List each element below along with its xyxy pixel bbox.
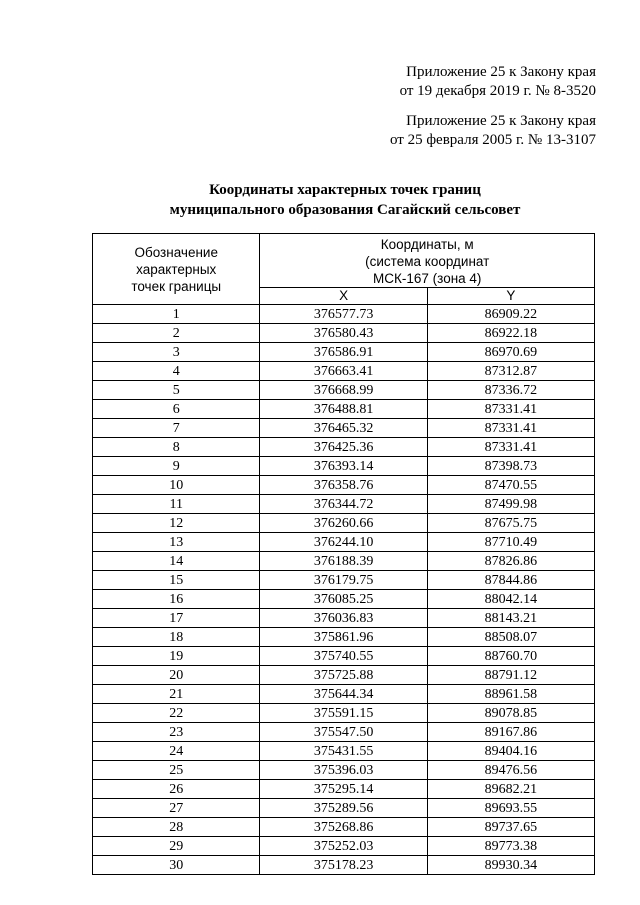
cell-x: 375644.34: [260, 685, 427, 704]
table-row: [93, 647, 595, 666]
table-row: [93, 818, 595, 837]
cell-x: 376085.25: [260, 590, 427, 609]
cell-y: 89404.16: [427, 742, 594, 761]
table-row: [93, 799, 595, 818]
cell-point-number: 29: [93, 837, 260, 856]
cell-x: 376393.14: [260, 457, 427, 476]
cell-y: 87312.87: [427, 362, 594, 381]
table-row: [93, 533, 595, 552]
table-row: [93, 837, 595, 856]
cell-x: 376344.72: [260, 495, 427, 514]
cell-point-number: 24: [93, 742, 260, 761]
cell-y: 89930.34: [427, 856, 594, 875]
cell-y: 86922.18: [427, 324, 594, 343]
cell-x: 376668.99: [260, 381, 427, 400]
table-row: [93, 685, 595, 704]
table-row: [93, 571, 595, 590]
table-row: [93, 742, 595, 761]
cell-y: 88508.07: [427, 628, 594, 647]
cell-point-number: 18: [93, 628, 260, 647]
document-title: [0, 180, 640, 220]
original-line-appendix: Приложение 25 к Закону края: [406, 113, 596, 129]
cell-y: 87826.86: [427, 552, 594, 571]
cell-x: 376465.32: [260, 419, 427, 438]
cell-point-number: 13: [93, 533, 260, 552]
table-row: [93, 400, 595, 419]
cell-y: 87398.73: [427, 457, 594, 476]
cell-y: 86909.22: [427, 305, 594, 324]
cell-point-number: 6: [93, 400, 260, 419]
cell-x: 376188.39: [260, 552, 427, 571]
amendment-line-date: от 19 декабря 2019 г. № 8-3520: [399, 83, 596, 99]
cell-y: 86970.69: [427, 343, 594, 362]
cell-x: 375547.50: [260, 723, 427, 742]
table-row: [93, 324, 595, 343]
header-coords-line-2: (система координат: [365, 254, 490, 269]
amendment-reference: [400, 63, 596, 101]
table-body: [93, 305, 595, 875]
table-row: [93, 761, 595, 780]
original-line-date: от 25 февраля 2005 г. № 13-3107: [389, 132, 596, 148]
cell-point-number: 3: [93, 343, 260, 362]
cell-point-number: 16: [93, 590, 260, 609]
table-row: [93, 609, 595, 628]
coordinates-table: [92, 233, 595, 875]
cell-x: 376425.36: [260, 438, 427, 457]
cell-point-number: 15: [93, 571, 260, 590]
cell-point-number: 8: [93, 438, 260, 457]
cell-y: 89682.21: [427, 780, 594, 799]
cell-x: 375591.15: [260, 704, 427, 723]
cell-y: 87499.98: [427, 495, 594, 514]
cell-point-number: 30: [93, 856, 260, 875]
cell-x: 376488.81: [260, 400, 427, 419]
cell-y: 87331.41: [427, 438, 594, 457]
cell-y: 88791.12: [427, 666, 594, 685]
cell-point-number: 10: [93, 476, 260, 495]
cell-x: 376580.43: [260, 324, 427, 343]
cell-x: 375861.96: [260, 628, 427, 647]
cell-x: 375725.88: [260, 666, 427, 685]
table-row: [93, 856, 595, 875]
header-point-line-1: Обозначение: [134, 244, 218, 260]
cell-point-number: 12: [93, 514, 260, 533]
amendment-line-appendix: Приложение 25 к Закону края: [406, 64, 596, 80]
header-point-line-2: характерных: [136, 261, 217, 277]
header-coords-line-3: МСК-167 (зона 4): [373, 271, 482, 286]
cell-y: 88961.58: [427, 685, 594, 704]
header-coordinates: [260, 234, 595, 288]
cell-y: 89167.86: [427, 723, 594, 742]
table-row: [93, 590, 595, 609]
cell-point-number: 14: [93, 552, 260, 571]
cell-point-number: 26: [93, 780, 260, 799]
table-row: [93, 552, 595, 571]
title-line-2: муниципального образования Сагайский сельсовет: [169, 202, 521, 218]
cell-x: 376358.76: [260, 476, 427, 495]
table-row: [93, 438, 595, 457]
cell-y: 88143.21: [427, 609, 594, 628]
table-row: [93, 780, 595, 799]
cell-point-number: 22: [93, 704, 260, 723]
table-row: [93, 362, 595, 381]
cell-x: 376586.91: [260, 343, 427, 362]
cell-x: 376036.83: [260, 609, 427, 628]
cell-x: 375740.55: [260, 647, 427, 666]
table-row: [93, 495, 595, 514]
table-header: [93, 234, 595, 305]
cell-x: 375289.56: [260, 799, 427, 818]
cell-point-number: 17: [93, 609, 260, 628]
cell-x: 375431.55: [260, 742, 427, 761]
table-row: [93, 381, 595, 400]
cell-x: 376663.41: [260, 362, 427, 381]
cell-point-number: 21: [93, 685, 260, 704]
header-point-designation: [93, 234, 260, 305]
cell-y: 87336.72: [427, 381, 594, 400]
cell-x: 376179.75: [260, 571, 427, 590]
cell-x: 375268.86: [260, 818, 427, 837]
cell-x: 375252.03: [260, 837, 427, 856]
cell-y: 88042.14: [427, 590, 594, 609]
cell-y: 87675.75: [427, 514, 594, 533]
cell-point-number: 9: [93, 457, 260, 476]
cell-y: 87331.41: [427, 419, 594, 438]
cell-y: 89693.55: [427, 799, 594, 818]
cell-y: 88760.70: [427, 647, 594, 666]
original-law-reference: [390, 112, 596, 150]
cell-y: 87470.55: [427, 476, 594, 495]
table-row: [93, 666, 595, 685]
cell-point-number: 23: [93, 723, 260, 742]
header-point-line-3: точек границы: [131, 278, 222, 294]
table-row: [93, 723, 595, 742]
table-row: [93, 457, 595, 476]
title-line-1: Координаты характерных точек границ: [209, 182, 481, 198]
cell-point-number: 4: [93, 362, 260, 381]
cell-x: 375396.03: [260, 761, 427, 780]
table-row: [93, 476, 595, 495]
cell-x: 375178.23: [260, 856, 427, 875]
table-row: [93, 343, 595, 362]
cell-y: 89737.65: [427, 818, 594, 837]
cell-y: 89078.85: [427, 704, 594, 723]
cell-y: 89476.56: [427, 761, 594, 780]
cell-point-number: 2: [93, 324, 260, 343]
cell-x: 376244.10: [260, 533, 427, 552]
table-row: [93, 514, 595, 533]
table-row: [93, 305, 595, 324]
cell-point-number: 28: [93, 818, 260, 837]
table-row: [93, 628, 595, 647]
cell-point-number: 25: [93, 761, 260, 780]
cell-x: 375295.14: [260, 780, 427, 799]
table-row: [93, 704, 595, 723]
header-coords-line-1: Координаты, м: [380, 237, 474, 252]
cell-y: 87710.49: [427, 533, 594, 552]
table-row: [93, 419, 595, 438]
cell-y: 89773.38: [427, 837, 594, 856]
cell-point-number: 5: [93, 381, 260, 400]
cell-point-number: 7: [93, 419, 260, 438]
cell-point-number: 20: [93, 666, 260, 685]
cell-point-number: 11: [93, 495, 260, 514]
cell-y: 87844.86: [427, 571, 594, 590]
cell-point-number: 19: [93, 647, 260, 666]
cell-point-number: 1: [93, 305, 260, 324]
header-y: Y: [427, 288, 594, 305]
cell-x: 376260.66: [260, 514, 427, 533]
header-x: X: [260, 288, 427, 305]
cell-point-number: 27: [93, 799, 260, 818]
cell-x: 376577.73: [260, 305, 427, 324]
cell-y: 87331.41: [427, 400, 594, 419]
